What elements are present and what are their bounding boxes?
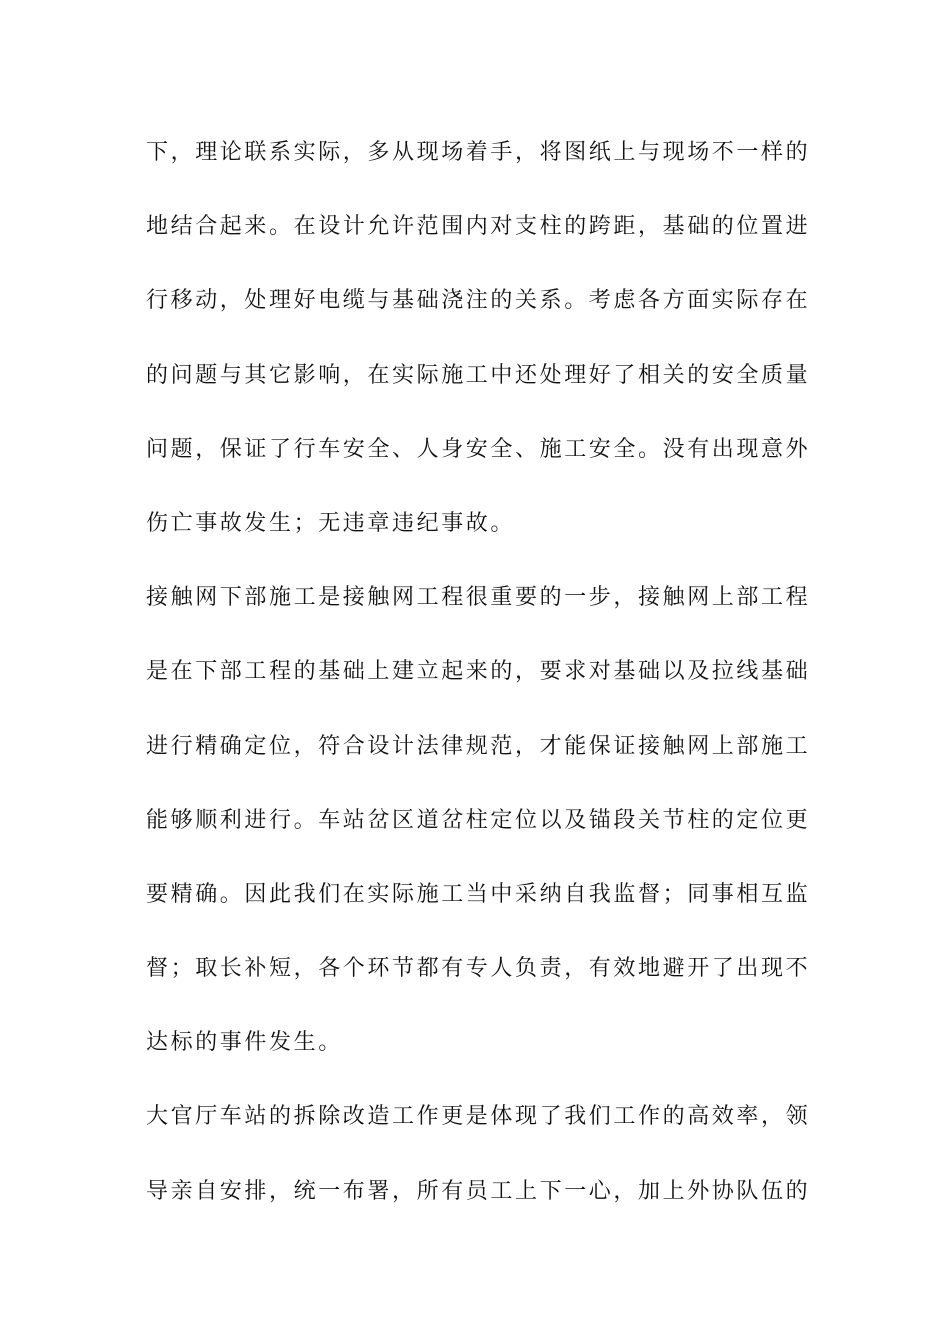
text-line: 接触网下部施工是接触网工程很重要的一步，接触网上部工程 bbox=[146, 585, 811, 611]
text-line: 能够顺利进行。车站岔区道岔柱定位以及锚段关节柱的定位更 bbox=[146, 807, 811, 833]
text-line: 地结合起来。在设计允许范围内对支柱的跨距，基础的位置进 bbox=[146, 214, 811, 240]
text-line: 督；取长补短，各个环节都有专人负责，有效地避开了出现不 bbox=[146, 956, 811, 982]
text-line: 是在下部工程的基础上建立起来的，要求对基础以及拉线基础 bbox=[146, 659, 811, 685]
body-text bbox=[146, 131, 811, 1244]
text-line: 导亲自安排，统一布署，所有员工上下一心，加上外协队伍的 bbox=[146, 1178, 811, 1204]
text-line: 大官厅车站的拆除改造工作更是体现了我们工作的高效率，领 bbox=[146, 1104, 811, 1130]
text-line: 问题，保证了行车安全、人身安全、施工安全。没有出现意外 bbox=[146, 436, 811, 462]
text-line: 伤亡事故发生；无违章违纪事故。 bbox=[146, 510, 516, 536]
text-line: 行移动，处理好电缆与基础浇注的关系。考虑各方面实际存在 bbox=[146, 288, 811, 314]
text-line: 进行精确定位，符合设计法律规范，才能保证接触网上部施工 bbox=[146, 733, 811, 759]
text-line: 下，理论联系实际，多从现场着手，将图纸上与现场不一样的 bbox=[146, 140, 811, 165]
text-line: 的问题与其它影响，在实际施工中还处理好了相关的安全质量 bbox=[146, 362, 811, 388]
text-line: 达标的事件发生。 bbox=[146, 1030, 343, 1056]
text-line: 要精确。因此我们在实际施工当中采纳自我监督；同事相互监 bbox=[146, 881, 811, 907]
